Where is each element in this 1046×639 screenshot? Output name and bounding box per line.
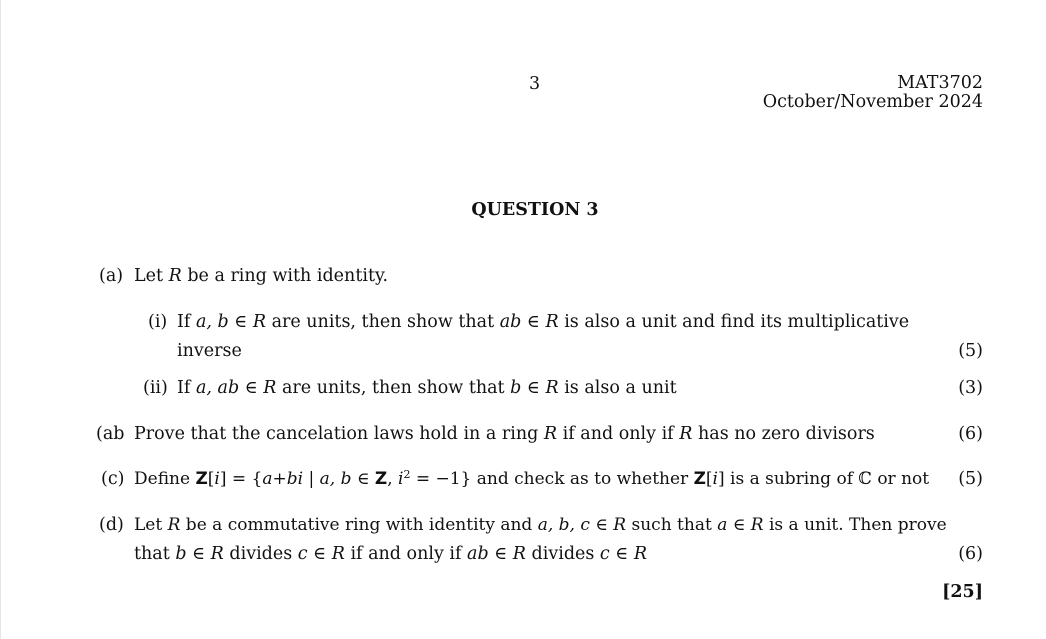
part-a-text: Let R be a ring with identity. xyxy=(134,266,389,286)
part-d-text-cont: that b ∈ R divides c ∈ R if and only if ab ∈ R divides c ∈ R xyxy=(134,544,648,564)
part-a-label: (a) xyxy=(99,266,124,286)
part-b-text: Prove that the cancelation laws hold in a ring R if and only if R has no zero divisors xyxy=(134,424,875,444)
course-code: MAT3702 xyxy=(897,73,983,93)
question-title: QUESTION 3 xyxy=(471,200,599,220)
part-c-label: (c) xyxy=(101,469,125,489)
page-edge-line xyxy=(0,0,1,639)
part-a-ii-label: (ii) xyxy=(143,378,168,398)
part-b-label: (ab xyxy=(96,424,125,444)
exam-session: October/November 2024 xyxy=(762,92,983,112)
part-a-i-text: If a, b ∈ R are units, then show that ab ∈ R is also a unit and find its multiplicative xyxy=(177,312,910,332)
part-c-marks: (5) xyxy=(958,469,983,489)
part-a-i-text-cont: inverse xyxy=(177,341,242,361)
part-c-text: Define Z[i] = {a+bi | a, b ∈ Z, $i^2 = -1$} and check as to whether Z[i] is a subring of ℂ or not xyxy=(134,468,930,489)
part-d-marks: (6) xyxy=(958,544,983,564)
part-d-text: Let R be a commutative ring with identity and a, b, c ∈ R such that a ∈ R is a unit. Then prove xyxy=(134,515,947,535)
page-number: 3 xyxy=(529,74,541,94)
part-d-label: (d) xyxy=(99,515,124,535)
total-marks: [25] xyxy=(942,582,983,602)
part-a-i-marks: (5) xyxy=(958,341,983,361)
part-a-i-label: (i) xyxy=(148,312,168,332)
part-b-marks: (6) xyxy=(958,424,983,444)
part-a-ii-marks: (3) xyxy=(958,378,983,398)
page-header xyxy=(763,74,983,112)
part-a-ii-text: If a, ab ∈ R are units, then show that b ∈ R is also a unit xyxy=(177,378,677,398)
